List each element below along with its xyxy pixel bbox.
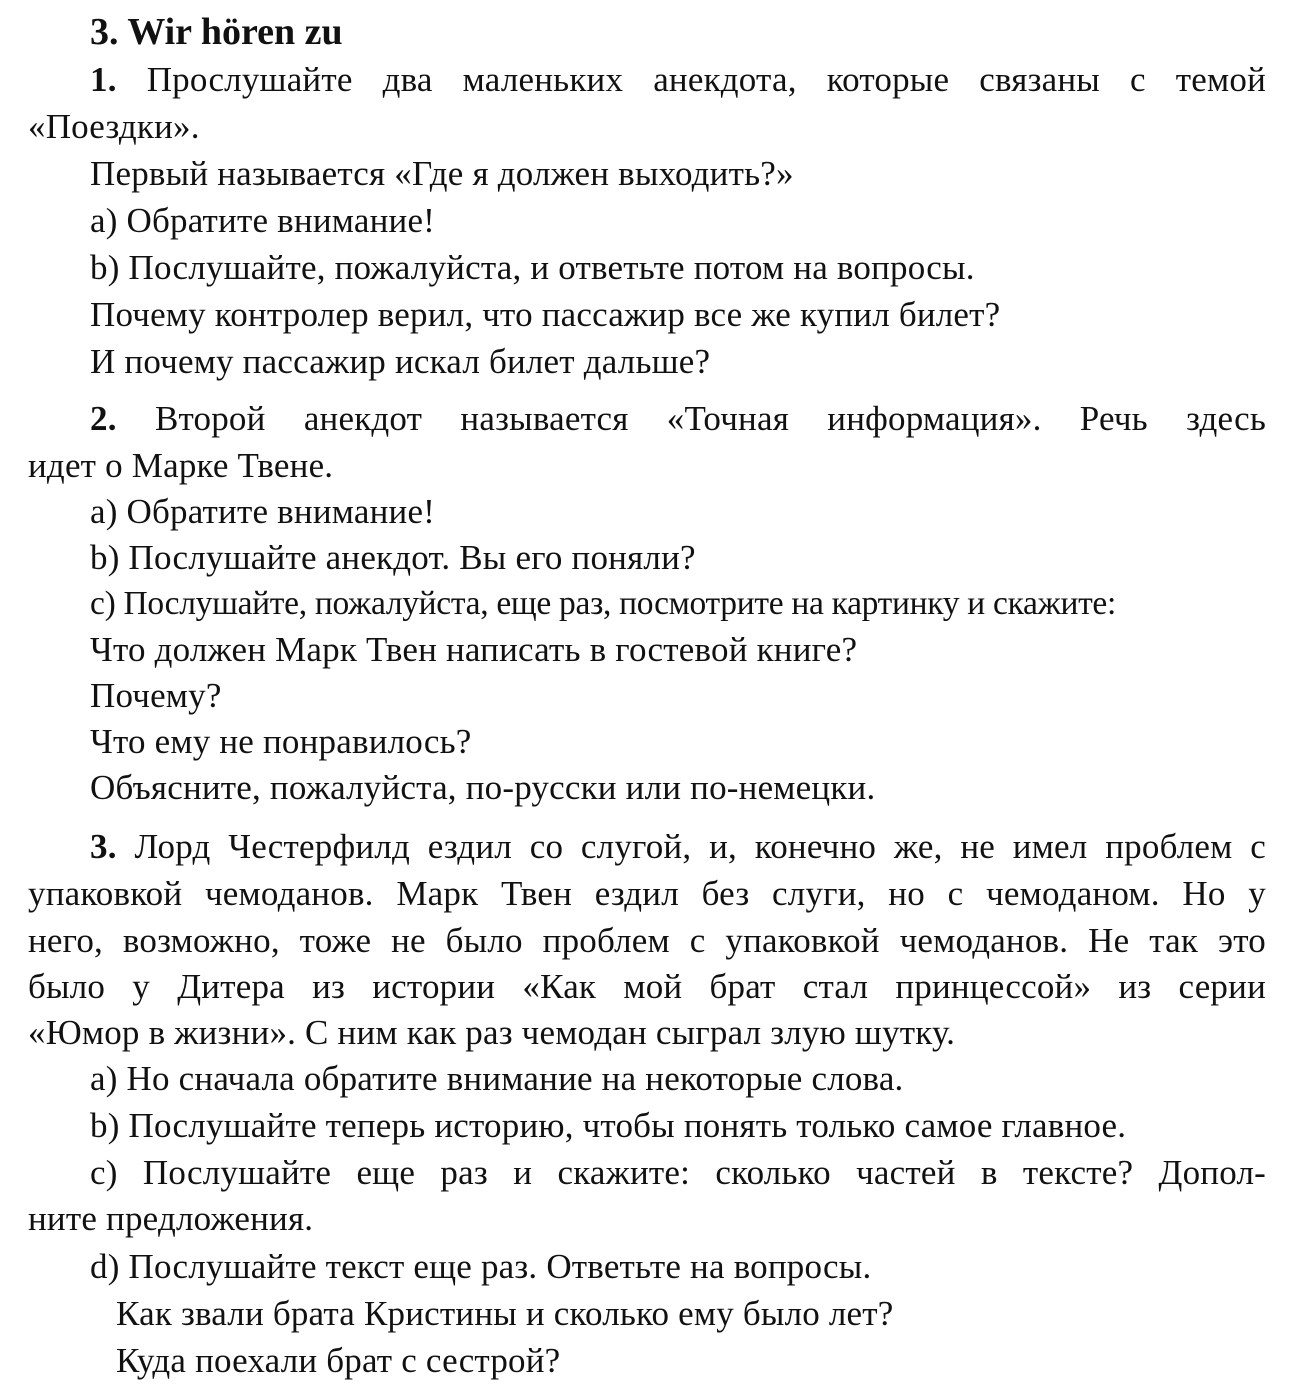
section2-question2: Почему? [90,676,222,715]
section1-intro-text: Прослушайте два маленьких анекдота, которые связаны с темой [146,60,1267,99]
section1-question1: Почему контролер верил, что пассажир все же купил билет? [90,295,1001,334]
section3-item-c-line1: c) Послушайте еще раз и скажите: сколько частей в тексте? Допол- [90,1153,1266,1192]
section2-item-c: c) Послушайте, пожалуйста, еще раз, посмотрите на картинку и скажите: [90,585,1116,622]
section2-question4: Объясните, пожалуйста, по-русски или по-немецки. [90,768,876,807]
section2-intro-line1 [90,396,1266,442]
section3-para-line3: него, возможно, тоже не было проблем с упаковкой чемоданов. Не так это [28,921,1266,960]
section1-item-a: a) Обратите внимание! [90,201,436,240]
section2-intro-text: Второй анекдот называется «Точная информация». Речь здесь [154,399,1266,438]
section2-item-a: a) Обратите внимание! [90,492,436,531]
section3-question1: Как звали брата Кристины и сколько ему было лет? [116,1294,894,1333]
section3-item-a: a) Но сначала обратите внимание на некоторые слова. [90,1059,904,1098]
section2-number: 2. [90,399,117,438]
section2-item-b: b) Послушайте анекдот. Вы его поняли? [90,538,696,577]
section3-para-line5: «Юмор в жизни». С ним как раз чемодан сыграл злую шутку. [28,1013,956,1052]
section1-question2: И почему пассажир искал билет дальше? [90,342,711,381]
section3-para-line4: было у Дитера из истории «Как мой брат стал принцессой» из серии [28,967,1266,1006]
section3-para-line1 [90,824,1266,870]
section1-item-b: b) Послушайте, пожалуйста, и ответьте потом на вопросы. [90,248,975,287]
section3-item-c-line2: ните предложения. [28,1199,314,1238]
section3-question2: Куда поехали брат с сестрой? [116,1341,561,1380]
section1-title-line: Первый называется «Где я должен выходить?» [90,154,794,193]
section-heading: 3. Wir hören zu [90,11,343,53]
section3-item-b: b) Послушайте теперь историю, чтобы понять только самое главное. [90,1106,1127,1145]
section3-item-d: d) Послушайте текст еще раз. Ответьте на вопросы. [90,1247,872,1286]
section2-question3: Что ему не понравилось? [90,722,472,761]
section1-number: 1. [90,60,117,99]
section3-number: 3. [90,827,117,866]
section2-question1: Что должен Марк Твен написать в гостевой книге? [90,630,858,669]
section1-intro-line1 [90,57,1266,103]
section3-para-line2: упаковкой чемоданов. Марк Твен ездил без слуги, но с чемоданом. Но у [28,874,1266,913]
section2-intro-line2: идет о Марке Твене. [28,446,334,485]
section1-intro-line2: «Поездки». [28,107,200,146]
section3-para-text: Лорд Честерфилд ездил со слугой, и, конечно же, не имел проблем с [134,827,1266,866]
